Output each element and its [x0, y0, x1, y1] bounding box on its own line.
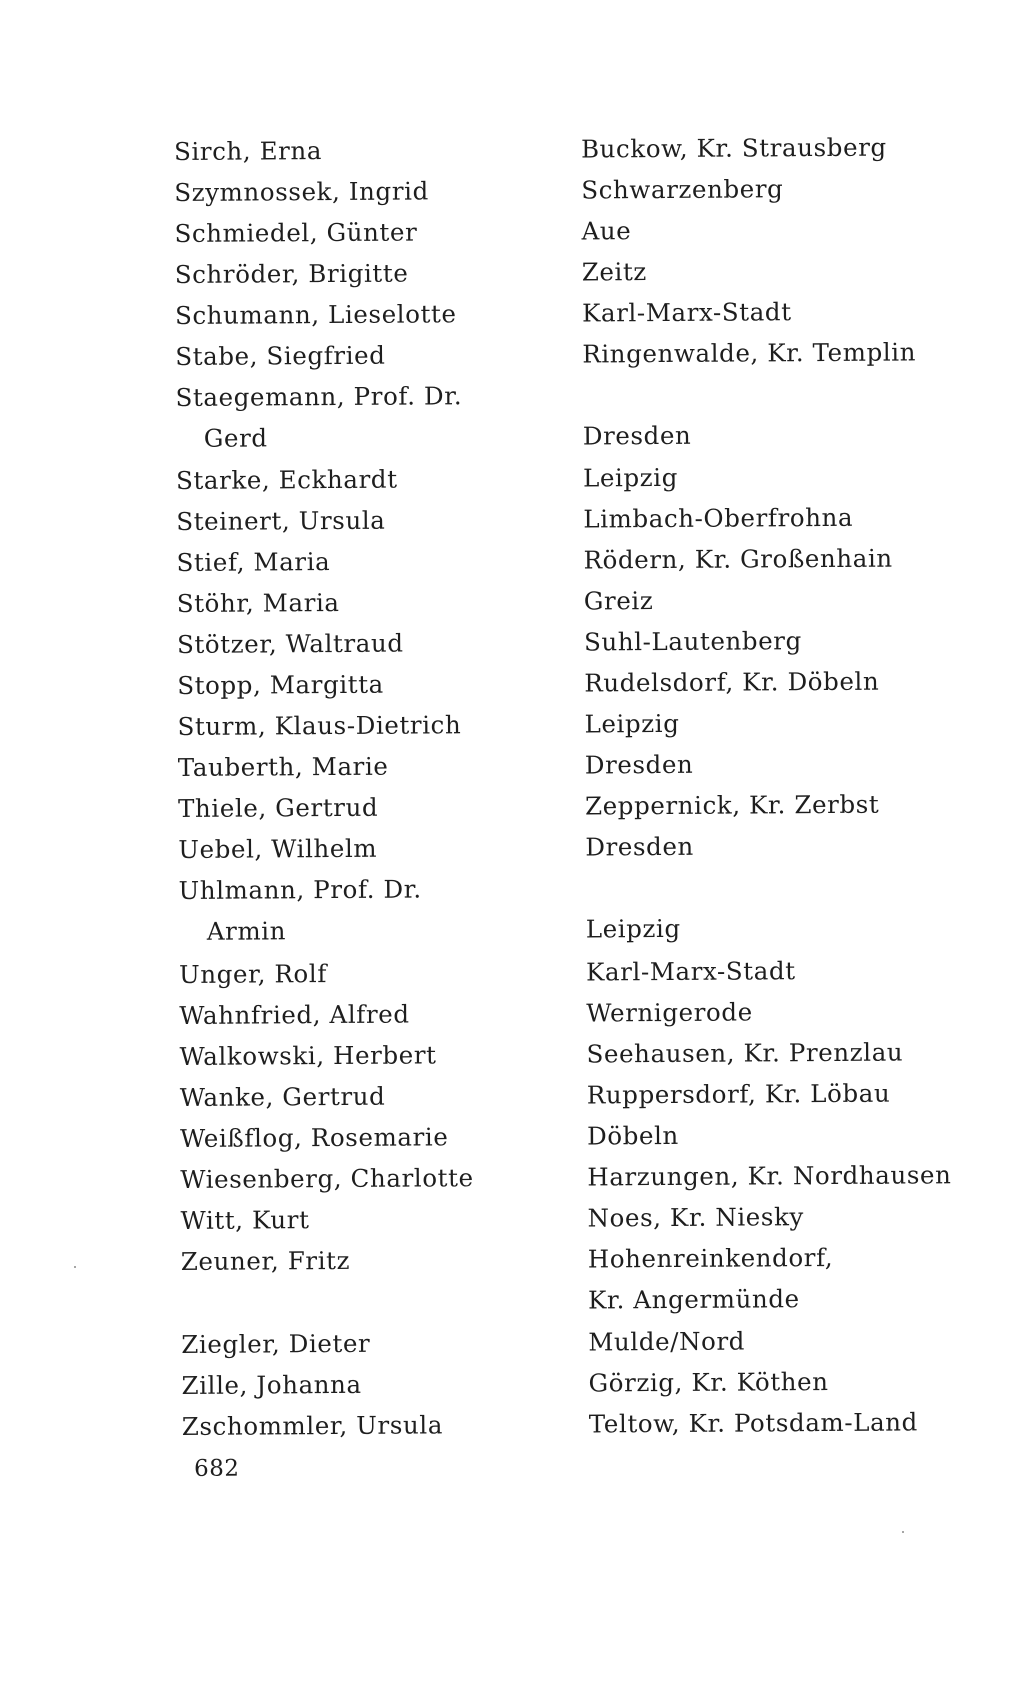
person-name: Wiesenberg, Charlotte: [180, 1163, 474, 1194]
entry-row: [2, 1078, 1024, 1124]
person-name: Schumann, Lieselotte: [174, 299, 457, 330]
entry-row: [0, 871, 1024, 917]
place-name: Suhl-Lautenberg: [583, 626, 802, 657]
entry-row: [0, 337, 1021, 383]
entry-row: [0, 748, 1024, 794]
person-name: Schmiedel, Günter: [174, 217, 418, 248]
person-name: Wanke, Gertrud: [179, 1081, 386, 1112]
place-name: Greiz: [583, 586, 654, 616]
person-name: Stief, Maria: [176, 547, 331, 577]
place-name: Ringenwalde, Kr. Templin: [582, 337, 917, 369]
entry-row: [3, 1366, 1024, 1412]
place-name: Rödern, Kr. Großenhain: [583, 543, 893, 575]
person-name: Zille, Johanna: [181, 1369, 362, 1400]
entry-row: [0, 378, 1022, 424]
entry-row: [0, 625, 1023, 671]
place-name: Harzungen, Kr. Nordhausen: [587, 1160, 952, 1192]
entry-row: [0, 461, 1022, 507]
place-name: Görzig, Kr. Köthen: [588, 1367, 829, 1398]
entry-row: [1, 1037, 1024, 1083]
person-name: Stopp, Margitta: [177, 669, 384, 700]
entry-row: [0, 419, 1022, 465]
place-name: Zeitz: [581, 257, 647, 287]
place-name: Leipzig: [584, 708, 680, 739]
entry-row: [2, 1201, 1024, 1247]
entry-row: [0, 584, 1023, 630]
place-name: Ruppersdorf, Kr. Löbau: [586, 1078, 891, 1110]
entry-row: [0, 666, 1023, 712]
place-name: Noes, Kr. Niesky: [587, 1202, 805, 1233]
entry-row: [3, 1325, 1024, 1371]
place-name: Hohenreinkendorf,: [587, 1242, 834, 1274]
place-name: Dresden: [582, 420, 692, 451]
place-name: Teltow, Kr. Potsdam-Land: [588, 1407, 919, 1439]
person-name: Starke, Eckhardt: [175, 464, 398, 495]
entry-row: [0, 296, 1021, 342]
entry-row: [0, 214, 1021, 260]
entry-row: [0, 132, 1020, 178]
place-name: Dresden: [585, 831, 694, 862]
entry-row: [0, 255, 1021, 301]
person-name: Zschommler, Ursula: [181, 1410, 444, 1441]
entry-row: [2, 1160, 1024, 1206]
person-name-continuation: Gerd: [203, 423, 268, 453]
entry-row: [0, 543, 1023, 589]
person-name: Weißflog, Rosemarie: [179, 1122, 449, 1153]
place-name: Zeppernick, Kr. Zerbst: [584, 789, 880, 821]
place-name: Aue: [581, 216, 632, 246]
person-name: Schröder, Brigitte: [174, 258, 409, 289]
person-name: Tauberth, Marie: [177, 751, 389, 782]
entry-row: [4, 1407, 1024, 1453]
place-name: Seehausen, Kr. Prenzlau: [586, 1037, 904, 1069]
person-name: Sirch, Erna: [173, 136, 323, 166]
place-name: Leipzig: [585, 913, 681, 944]
page-number: 682: [194, 1455, 240, 1482]
entry-row: [2, 1119, 1024, 1165]
place-name: Rudelsdorf, Kr. Döbeln: [584, 666, 880, 698]
scan-speck: [902, 1531, 904, 1533]
entry-row: [0, 707, 1024, 753]
entry-row: [3, 1242, 1024, 1288]
person-name: Walkowski, Herbert: [179, 1040, 437, 1071]
person-name-continuation: Armin: [206, 916, 287, 946]
person-name: Wahnfried, Alfred: [179, 999, 410, 1030]
person-name: Witt, Kurt: [180, 1205, 310, 1235]
place-name-continuation: Kr. Angermünde: [587, 1284, 800, 1315]
place-name: Leipzig: [582, 462, 679, 493]
place-name: Dresden: [584, 749, 694, 780]
person-name: Ziegler, Dieter: [181, 1328, 371, 1359]
place-name: Döbeln: [586, 1120, 679, 1151]
place-name: Schwarzenberg: [581, 174, 784, 205]
entry-row: [1, 955, 1024, 1001]
place-name: Karl-Marx-Stadt: [585, 956, 796, 987]
place-name: Mulde/Nord: [588, 1326, 746, 1357]
person-name: Unger, Rolf: [178, 959, 328, 989]
person-name: Stötzer, Waltraud: [176, 628, 404, 659]
place-name: Limbach-Oberfrohna: [583, 502, 854, 534]
place-name: Wernigerode: [586, 997, 753, 1028]
entry-row: [1, 996, 1024, 1042]
entry-row: [3, 1283, 1024, 1329]
person-name: Stöhr, Maria: [176, 587, 340, 618]
entry-row: [0, 502, 1022, 548]
person-name: Uebel, Wilhelm: [178, 833, 378, 864]
place-name: Karl-Marx-Stadt: [581, 297, 792, 328]
person-name: Thiele, Gertrud: [177, 792, 379, 823]
person-name: Szymnossek, Ingrid: [174, 176, 429, 207]
entry-row: [0, 789, 1024, 835]
scan-speck: [74, 1266, 76, 1268]
entry-row: [1, 912, 1024, 958]
person-name: Uhlmann, Prof. Dr.: [178, 874, 422, 905]
person-name: Staegemann, Prof. Dr.: [175, 381, 463, 412]
person-name: Stabe, Siegfried: [175, 340, 386, 371]
place-name: Buckow, Kr. Strausberg: [580, 132, 887, 164]
person-name: Zeuner, Fritz: [180, 1245, 351, 1276]
person-name: Steinert, Ursula: [176, 505, 386, 536]
entry-row: [0, 173, 1020, 219]
person-name: Sturm, Klaus-Dietrich: [177, 710, 462, 741]
entry-row: [0, 830, 1024, 876]
